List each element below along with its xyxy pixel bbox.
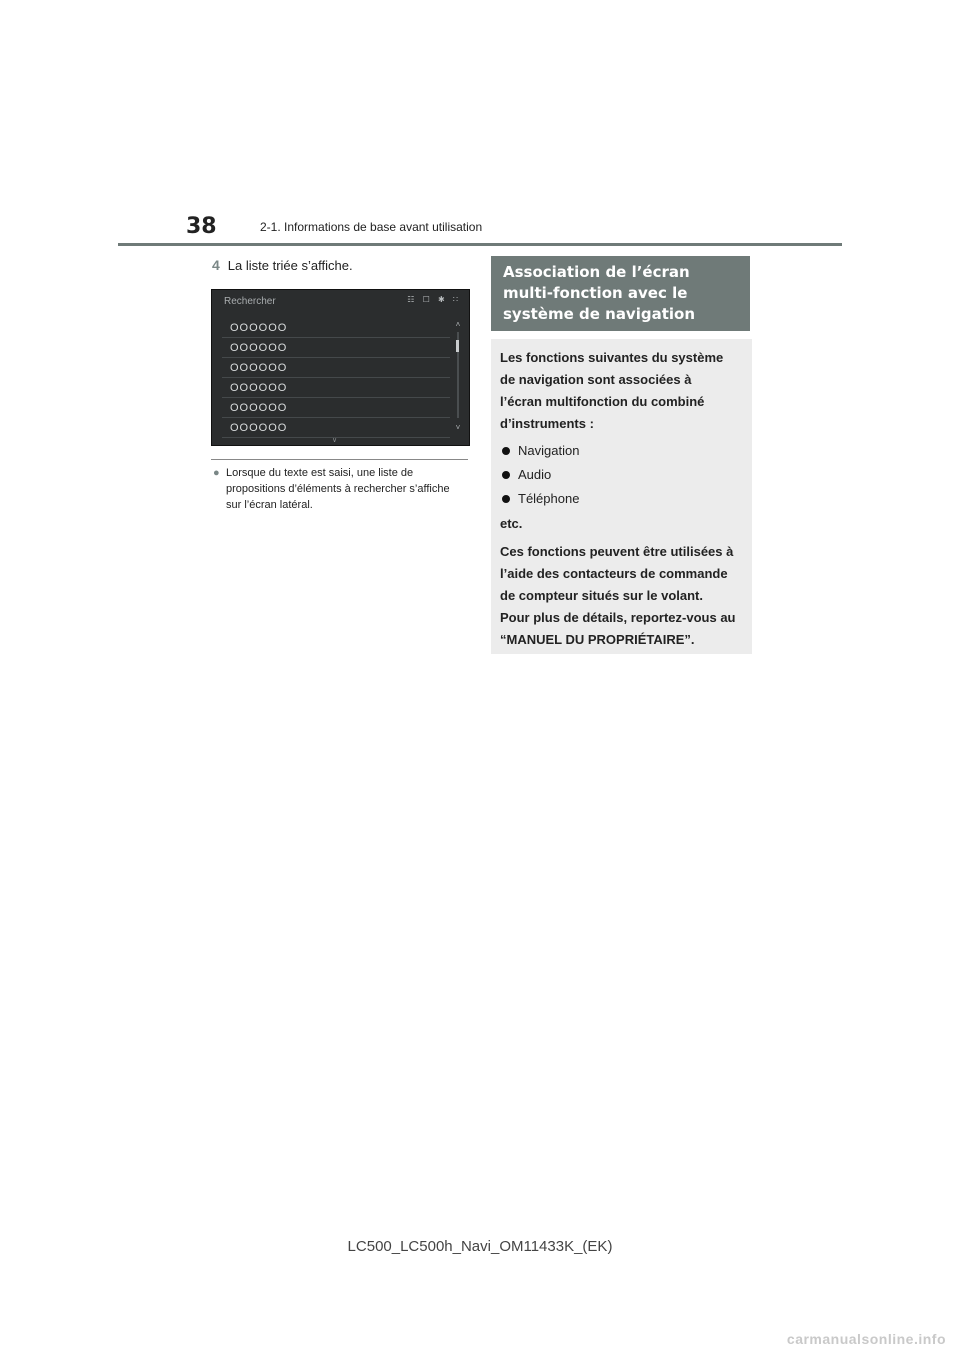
result-list <box>222 318 450 438</box>
scroll-thumb[interactable] <box>456 340 459 352</box>
note-text: Lorsque du texte est saisi, une liste de propositions d’éléments à rechercher s’affiche sur l’écran latéral. <box>226 467 450 511</box>
list-item[interactable]: OOOOOO <box>222 378 450 398</box>
watermark: carmanualsonline.info <box>786 1331 946 1347</box>
search-screen-illustration <box>211 289 470 446</box>
header-rule <box>118 243 842 246</box>
list-item[interactable]: OOOOOO <box>222 398 450 418</box>
info-box-intro: Les fonctions suivantes du système de navigation sont associées à l’écran multifonction du combiné d’instruments : <box>500 350 724 431</box>
info-box-outro: Ces fonctions peuvent être utilisées à l’aide des contacteurs de commande de compteur situés sur le volant. Pour plus de détails, reportez-vous au “MANUEL DU PROPRIÉTAIRE”. <box>500 544 736 647</box>
list-item <box>500 439 736 463</box>
list-item <box>500 463 736 487</box>
info-box-content <box>500 347 736 651</box>
bullet-icon <box>502 447 510 455</box>
scroll-up-icon[interactable]: ˄ <box>455 320 461 329</box>
bullet-icon <box>502 495 510 503</box>
list-item[interactable]: OOOOOO <box>222 358 450 378</box>
note <box>213 465 467 513</box>
feature-label: Navigation <box>518 443 580 458</box>
list-item <box>500 487 736 511</box>
info-box-title <box>491 256 750 331</box>
footer-doc-id: LC500_LC500h_Navi_OM11433K_(EK) <box>347 1238 613 1255</box>
bullet-icon <box>502 471 510 479</box>
bullet-icon: ● <box>213 467 220 479</box>
note-rule <box>211 459 468 460</box>
info-box <box>491 339 752 654</box>
status-icons: ☷ ☐ ✱ ∷ <box>407 295 461 304</box>
screen-title: Rechercher <box>224 296 276 307</box>
step-instruction <box>212 257 353 273</box>
info-box-title-text: Association de l’écran multi-fonction avec le système de navigation <box>503 263 696 323</box>
list-item[interactable]: OOOOOO <box>222 338 450 358</box>
section-header: 2-1. Informations de base avant utilisation <box>260 220 483 234</box>
page-number: 38 <box>186 214 217 239</box>
feature-label: Téléphone <box>518 491 580 506</box>
scroll-down-icon[interactable]: ˅ <box>455 423 461 432</box>
step-text: La liste triée s’affiche. <box>227 258 353 273</box>
feature-list <box>500 439 736 511</box>
scrollbar[interactable] <box>453 320 463 432</box>
list-item[interactable]: OOOOOO <box>222 318 450 338</box>
info-box-etc: etc. <box>500 516 523 531</box>
step-number: 4 <box>212 257 220 273</box>
feature-label: Audio <box>518 467 552 482</box>
chevron-down-icon: ∨ <box>332 437 338 444</box>
list-item[interactable]: OOOOOO <box>222 418 450 438</box>
